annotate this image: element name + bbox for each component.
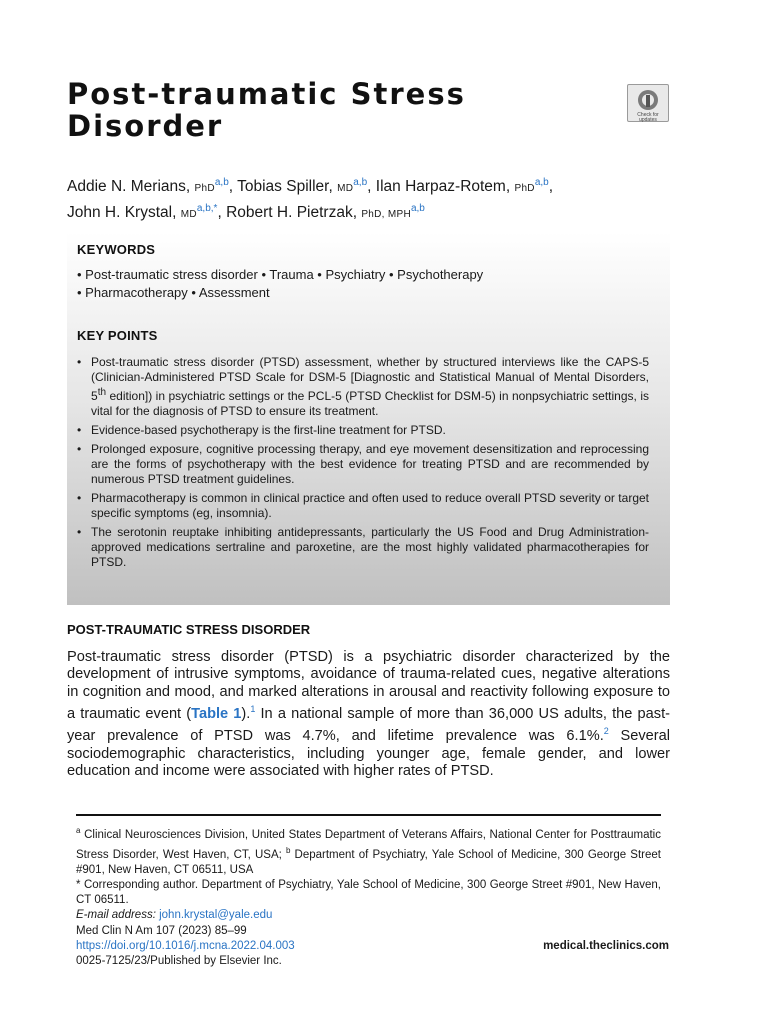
section-heading: POST-TRAUMATIC STRESS DISORDER xyxy=(67,622,311,637)
author-degree: MD xyxy=(180,209,197,221)
affiliation-b-text: Department of Psychiatry, Yale School of Medicine, 300 George Street #901, New Haven, CT 06511, USA xyxy=(76,848,661,876)
title-line-1: Post-traumatic Stress xyxy=(67,77,466,111)
author-list xyxy=(67,173,687,225)
journal-citation: Med Clin N Am 107 (2023) 85–99 xyxy=(76,925,247,937)
author-name: Robert H. Pietrzak, xyxy=(226,204,358,222)
affiliation-footnote xyxy=(76,823,661,878)
paragraph-text: Several sociodemographic characteristics, including younger age, female gender, and lower education and income were associated with higher rates of PTSD. xyxy=(67,728,670,780)
keywords-line: • Pharmacotherapy • Assessment xyxy=(77,285,270,300)
key-point-text: Post-traumatic stress disorder (PTSD) assessment, whether by structured interviews like the CAPS-5 (Clinician-Administered PTSD Scale for DSM-5 [Diagnostic and Statistical Manual of Mental Disorders, 5 xyxy=(91,355,649,403)
table-1-link[interactable]: Table 1 xyxy=(191,706,242,723)
footnote-divider xyxy=(76,814,661,816)
author-affiliation-mark[interactable]: a,b xyxy=(410,203,425,215)
author-affiliation-mark[interactable]: a,b xyxy=(214,177,229,188)
journal-info xyxy=(76,924,669,969)
author-degree: MD xyxy=(337,183,354,195)
author-affiliation-mark[interactable]: a,b xyxy=(353,177,368,188)
check-for-updates-badge[interactable] xyxy=(627,84,669,122)
check-badge-label: Check for updates xyxy=(637,112,659,123)
author-degree: PhD xyxy=(194,183,215,195)
author-line-2: John H. Krystal, $MD^{a,b,*}$, Robert H. Pietrzak, PhD, MPH$^{a,b}$ xyxy=(67,203,425,222)
keywords-list xyxy=(77,266,657,302)
reference-2-link[interactable]: 2 xyxy=(603,726,609,737)
author-affiliation-mark[interactable]: a,b,* xyxy=(196,203,218,215)
author-degree: PhD xyxy=(514,183,535,195)
email-line xyxy=(76,908,661,923)
footnotes xyxy=(76,823,661,923)
author-affiliation-mark[interactable]: a,b xyxy=(534,177,549,188)
key-point-item xyxy=(77,355,649,419)
check-for-updates-icon xyxy=(635,88,661,112)
issn-publisher: 0025-7125/23/Published by Elsevier Inc. xyxy=(76,955,282,967)
paragraph-text: In a national sample of more than 36,000 US adults, the past-year prevalence of PTSD was 4.7%, and lifetime prevalence was 6.1%. xyxy=(67,706,670,745)
email-link[interactable]: john.krystal@yale.edu xyxy=(159,908,273,921)
author-name: John H. Krystal, xyxy=(67,204,177,222)
author-degree: PhD, MPH xyxy=(361,209,411,221)
key-points-list xyxy=(77,355,649,574)
key-point-item: • The serotonin reuptake inhibiting antidepressants, particularly the US Food and Drug Administration-approved medications sertraline and paroxetine, are the most highly validated pharmacotherapies for PTSD. xyxy=(77,525,649,570)
key-point-item: • Prolonged exposure, cognitive processing therapy, and eye movement desensitization and reprocessing are the forms of psychotherapy with the best evidence for treating PTSD and are recommended by numerous PTSD treatment guidelines. xyxy=(77,442,649,487)
article-title xyxy=(67,78,466,142)
key-point-item: • Pharmacotherapy is common in clinical practice and often used to reduce overall PTSD severity or target specific symptoms (eg, insomnia). xyxy=(77,491,649,521)
key-points-heading: KEY POINTS xyxy=(77,328,158,343)
title-line-2: Disorder xyxy=(67,109,224,143)
key-point-superscript: th xyxy=(97,387,107,398)
affiliation-mark: b xyxy=(285,845,291,855)
summary-panel xyxy=(67,232,670,605)
author-name: Tobias Spiller, xyxy=(237,178,333,196)
affiliation-a-text: Clinical Neurosciences Division, United States Department of Veterans Affairs, National Center for Posttraumatic Stress Disorder, West Haven, CT, USA; xyxy=(76,828,661,861)
body-paragraph xyxy=(67,649,670,781)
doi-link[interactable]: https://doi.org/10.1016/j.mcna.2022.04.003 xyxy=(76,940,295,952)
corresponding-author-note: * Corresponding author. Department of Psychiatry, Yale School of Medicine, 300 George Street #901, New Haven, CT 06511. xyxy=(76,878,661,906)
journal-website-link[interactable]: medical.theclinics.com xyxy=(543,940,669,952)
keywords-line: • Post-traumatic stress disorder • Trauma • Psychiatry • Psychotherapy xyxy=(77,267,484,282)
author-name: Addie N. Merians, xyxy=(67,178,191,196)
affiliation-mark: a xyxy=(76,826,81,835)
key-point-text: edition]) in psychiatric settings or the PCL-5 (PTSD Checklist for DSM-5) in nonpsychiatric settings, is vital for the diagnosis of PTSD to ensure its treatment. xyxy=(91,389,649,418)
paragraph-text: Post-traumatic stress disorder (PTSD) is a psychiatric disorder characterized by the development of intrusive symptoms, avoidance of trauma-related cues, negative alterations in cognition and mood, and marked alterations in arousal and reactivity following exposure to a traumatic event ( xyxy=(67,649,670,723)
paragraph-text: ). xyxy=(241,706,251,723)
reference-1-link[interactable]: 1 xyxy=(250,704,256,715)
author-line-1: Addie N. Merians, PhD$^{a,b}$, Tobias Spiller, MD$^{a,b}$, Ilan Harpaz-Rotem, PhD$^{a,b}$, xyxy=(67,177,554,196)
key-point-item: • Evidence-based psychotherapy is the first-line treatment for PTSD. xyxy=(77,423,649,438)
email-label: E-mail address: xyxy=(76,908,156,921)
keywords-heading: KEYWORDS xyxy=(77,242,156,257)
author-name: Ilan Harpaz-Rotem, xyxy=(375,178,511,196)
